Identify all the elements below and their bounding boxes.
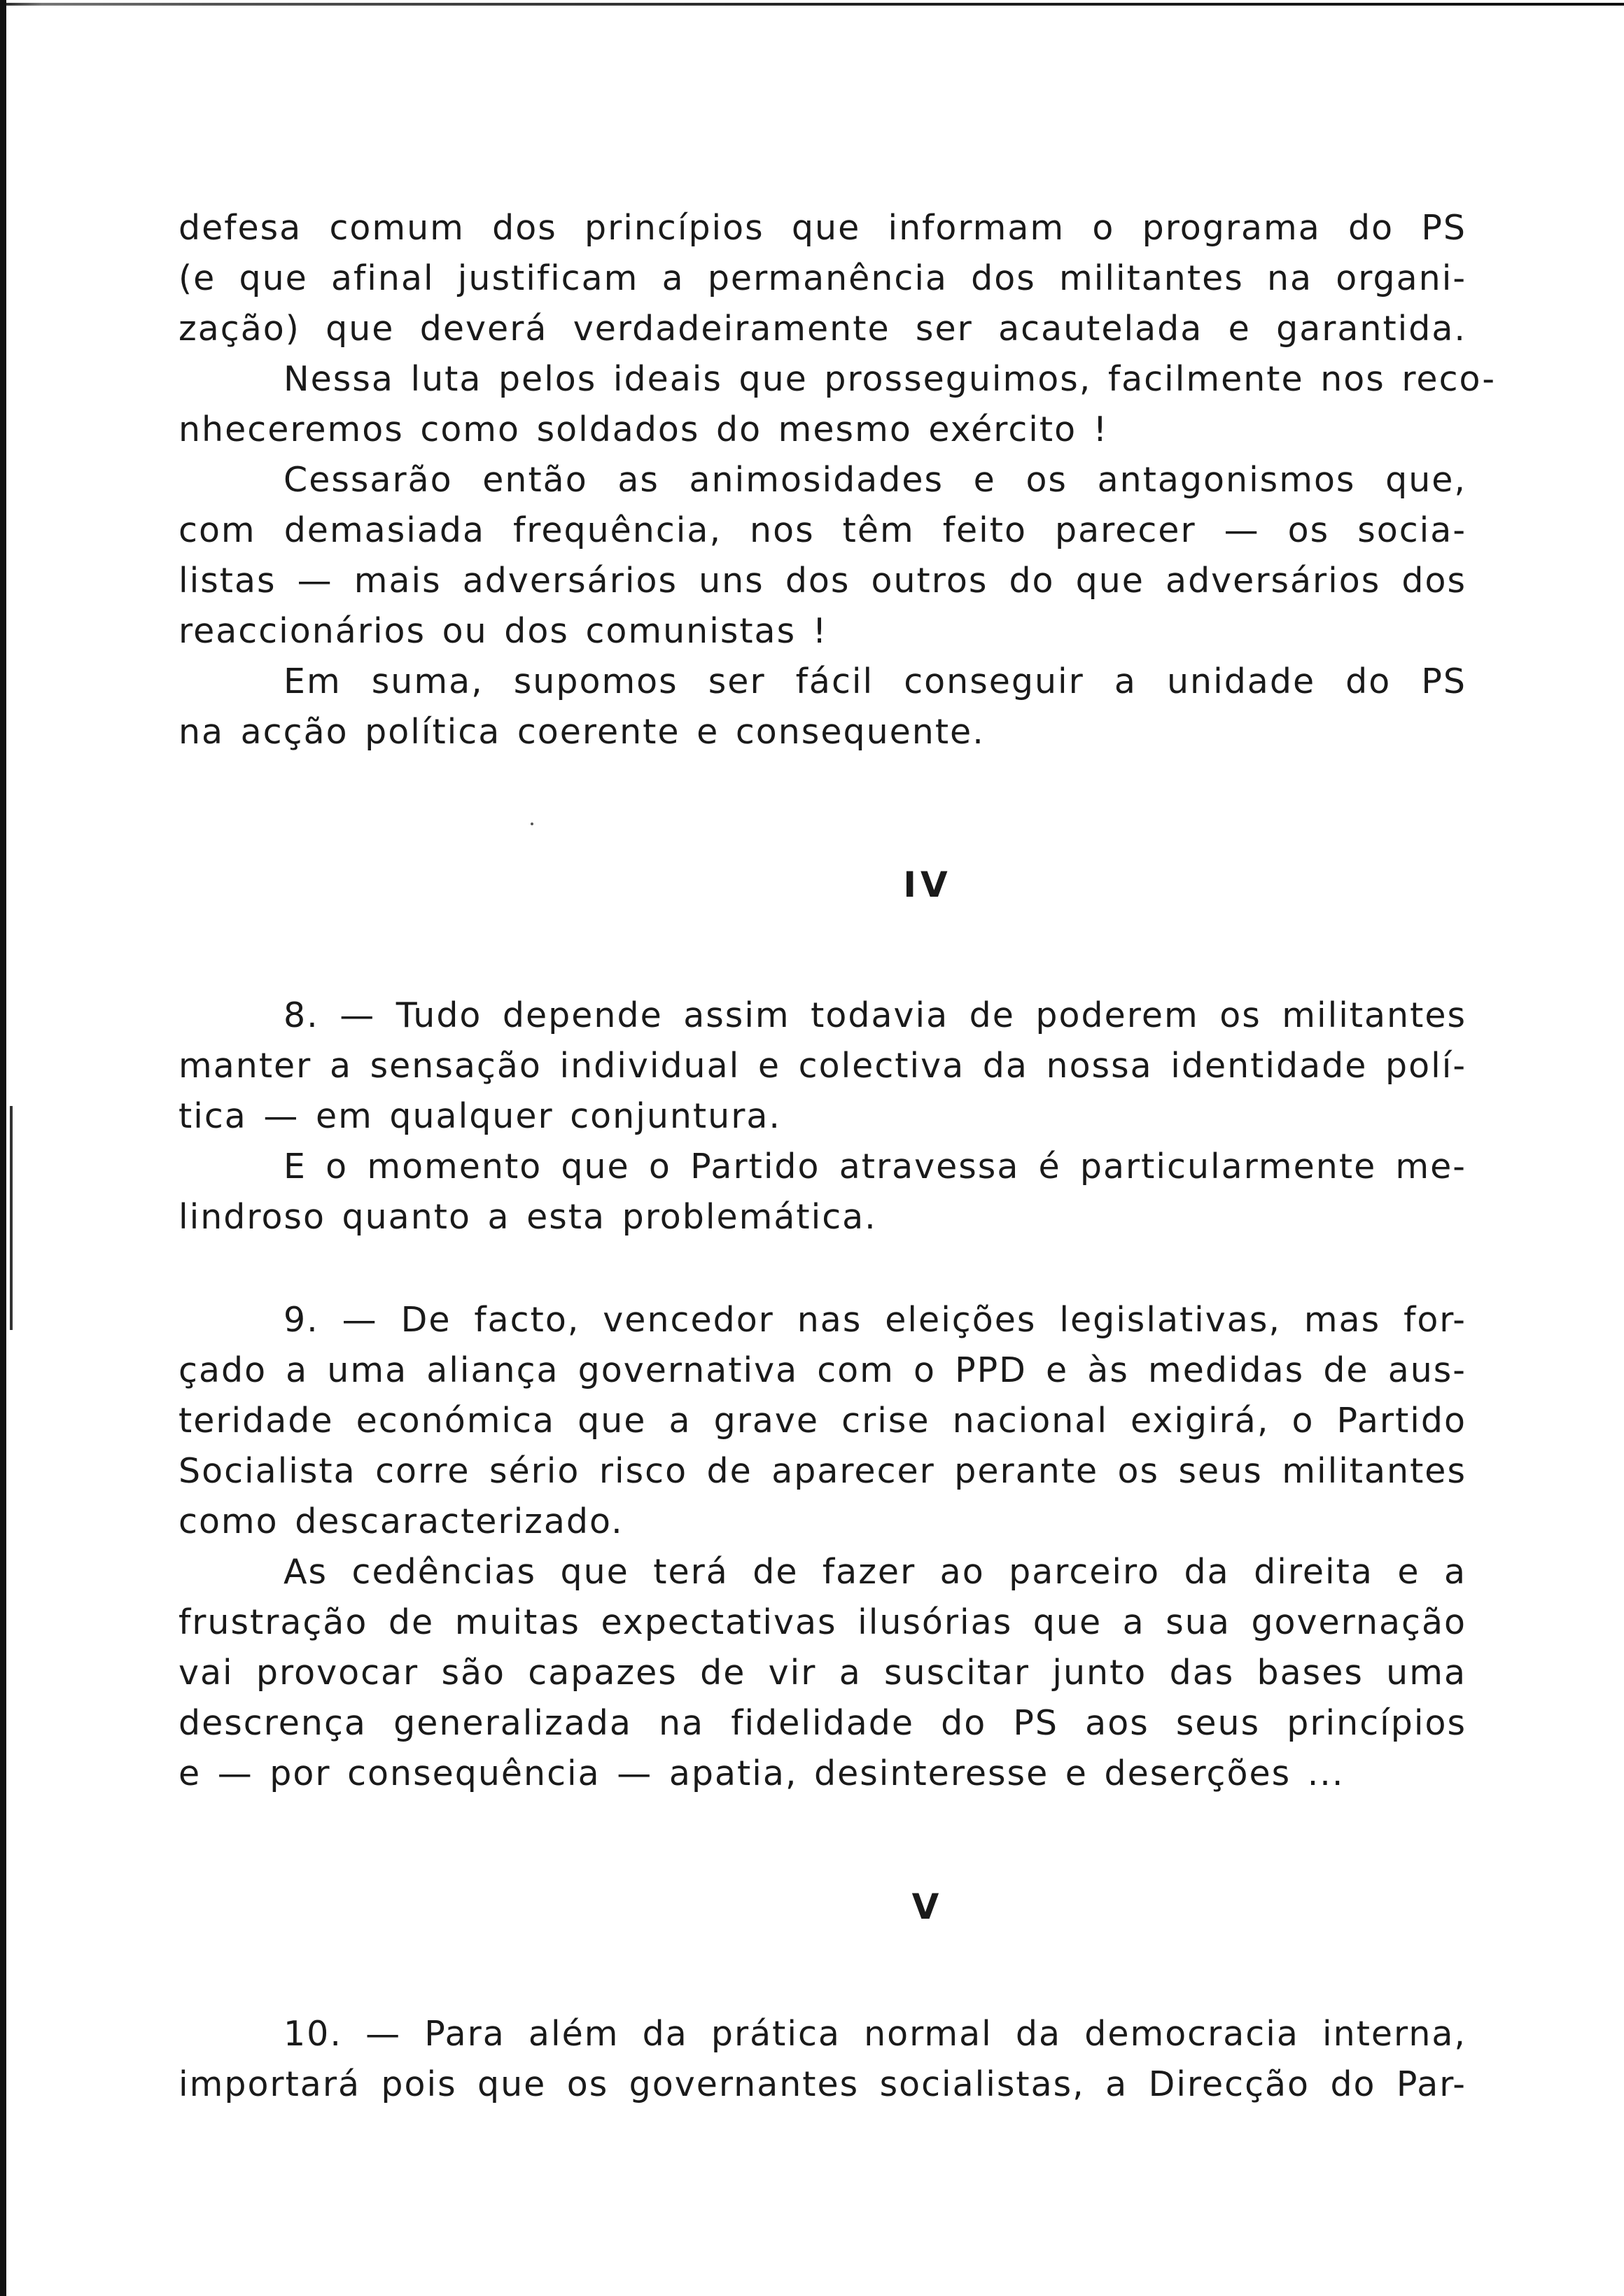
text-line: com demasiada frequência, nos têm feito parecer — os socia- xyxy=(178,510,1466,550)
text-line: Em suma, supomos ser fácil conseguir a unidade do PS xyxy=(284,662,1466,701)
text-line: zação) que deverá verdadeiramente ser acautelada e garantida. xyxy=(178,309,1466,349)
scan-edge-mark xyxy=(10,1106,13,1330)
text-line: 8. — Tudo depende assim todavia de poderem os militantes xyxy=(284,995,1466,1035)
text-line: Cessarão então as animosidades e os antagonismos que, xyxy=(284,460,1466,500)
text-line: lindroso quanto a esta problemática. xyxy=(178,1197,877,1237)
text-line: reaccionários ou dos comunistas ! xyxy=(178,611,828,651)
section-heading-iv: IV xyxy=(903,864,952,905)
text-line: nheceremos como soldados do mesmo exército ! xyxy=(178,410,1109,449)
text-line: (e que afinal justificam a permanência dos militantes na organi- xyxy=(178,258,1466,298)
text-line: vai provocar são capazes de vir a suscitar junto das bases uma xyxy=(178,1653,1466,1693)
text-line: As cedências que terá de fazer ao parceiro da direita e a xyxy=(284,1552,1466,1592)
text-line: descrença generalizada na fidelidade do PS aos seus princípios xyxy=(178,1703,1466,1743)
text-line: na acção política coerente e consequente. xyxy=(178,712,985,752)
text-line: manter a sensação individual e colectiva da nossa identidade polí- xyxy=(178,1046,1466,1086)
text-line: e — por consequência — apatia, desinteresse e deserções ... xyxy=(178,1754,1345,1793)
paragraph-8 xyxy=(178,990,1466,1242)
text-line: Nessa luta pelos ideais que prosseguimos, facilmente nos reco- xyxy=(284,359,1497,399)
text-line: Socialista corre sério risco de aparecer perante os seus militantes xyxy=(178,1451,1466,1491)
paragraph-9 xyxy=(178,1295,1466,1799)
text-line: como descaracterizado. xyxy=(178,1502,624,1541)
text-line: defesa comum dos princípios que informam o programa do PS xyxy=(178,208,1466,248)
section-heading-v: V xyxy=(911,1886,944,1927)
text-line: 9. — De facto, vencedor nas eleições legislativas, mas for- xyxy=(284,1300,1466,1340)
scan-edge-left xyxy=(0,0,6,2296)
paragraph-block-intro xyxy=(178,203,1497,757)
paragraph-10 xyxy=(178,2009,1466,2110)
scan-speck xyxy=(531,822,533,825)
text-line: E o momento que o Partido atravessa é particularmente me- xyxy=(284,1147,1466,1186)
text-line: importará pois que os governantes socialistas, a Direcção do Par- xyxy=(178,2064,1466,2104)
text-line: tica — em qualquer conjuntura. xyxy=(178,1096,781,1136)
text-line: teridade económica que a grave crise nacional exigirá, o Partido xyxy=(178,1401,1466,1441)
text-line: frustração de muitas expectativas ilusórias que a sua governação xyxy=(178,1602,1466,1642)
text-line: 10. — Para além da prática normal da democracia interna, xyxy=(284,2014,1466,2054)
text-line: çado a uma aliança governativa com o PPD e às medidas de aus- xyxy=(178,1350,1466,1390)
text-line: listas — mais adversários uns dos outros do que adversários dos xyxy=(178,561,1466,601)
scan-edge-top xyxy=(0,3,1624,6)
